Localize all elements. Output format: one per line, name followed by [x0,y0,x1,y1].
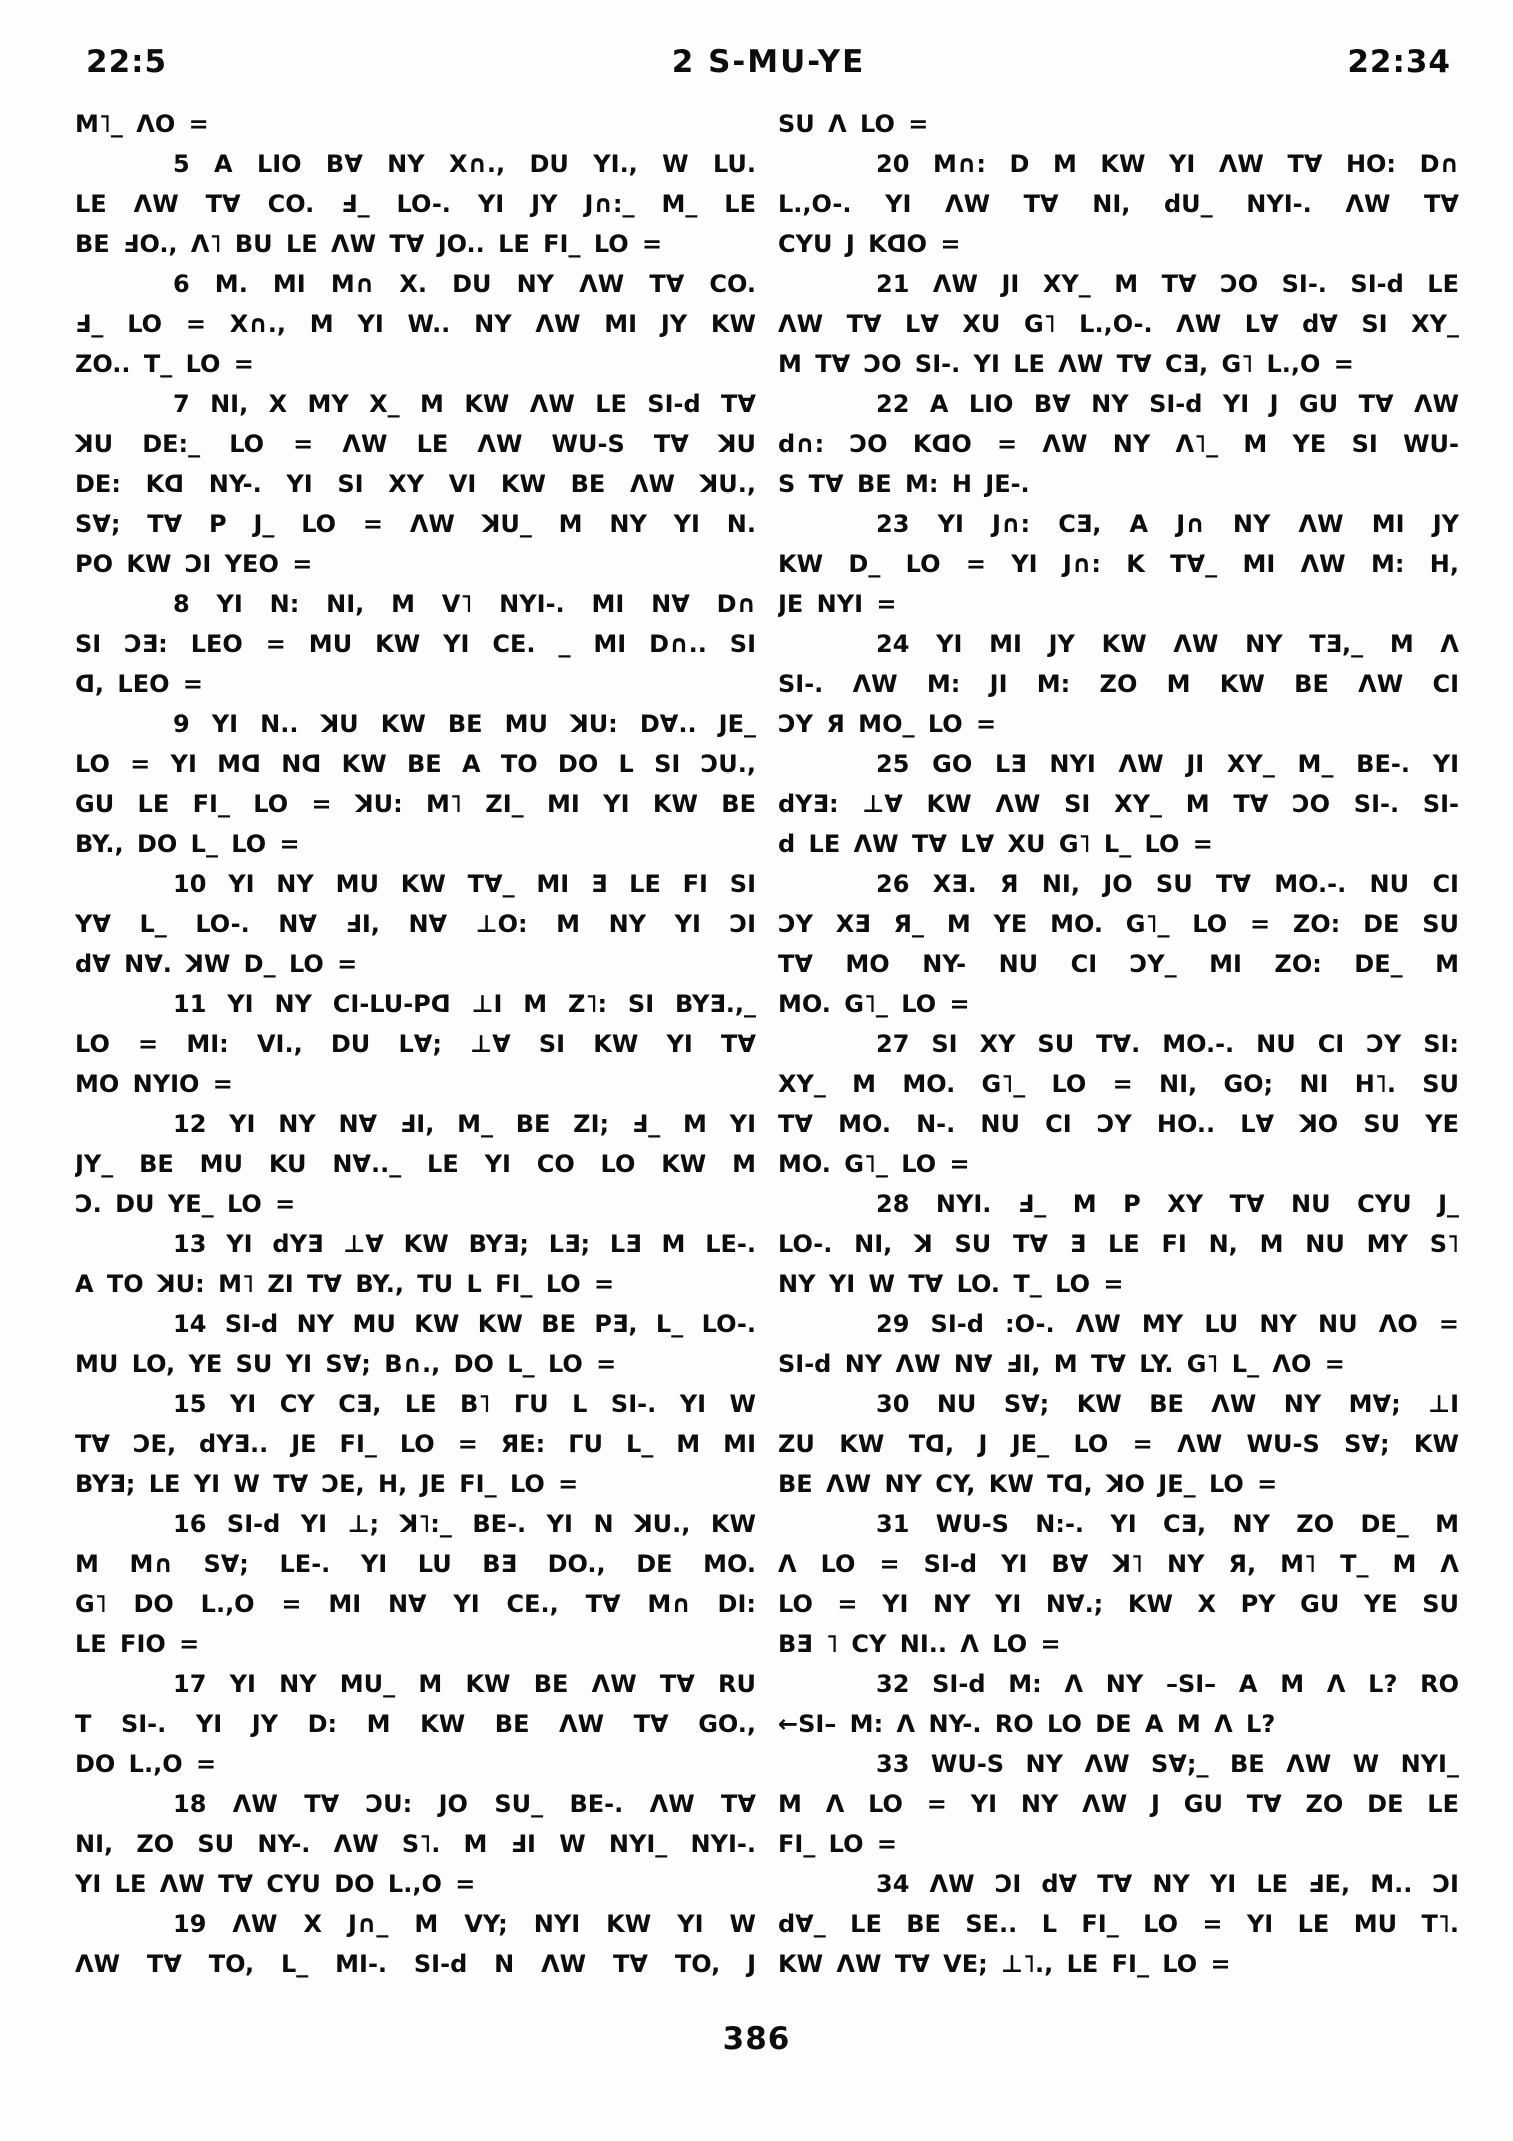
text-line: 28 NYI. Ⅎ_ M P XY T∀ NU CYU J_ [876,1190,1459,1218]
text-line: M T∀ ƆO SI-. YI LE ΛW T∀ CƎ, G˥ L.,O = [778,350,1354,378]
text-line: ƆY XƎ Я_ M YE MO. G˥_ LO = ZO: DE SU [778,910,1459,938]
text-line: 24 YI MI JY KW ΛW NY TƎ,_ M Λ [876,630,1459,658]
text-line: 13 YI dYƎ ⊥∀ KW BYƎ; LƎ; LƎ M LE-. [173,1230,756,1258]
text-line: dYƎ: ⊥∀ KW ΛW SI XY_ M T∀ ƆO SI-. SI- [778,790,1459,818]
text-line: PO KW ƆI YEO = [75,550,313,578]
text-line: FI_ LO = [778,1830,897,1858]
text-line: ƆY Я MO_ LO = [778,710,997,738]
text-line: 29 SI-d :O-. ΛW MY LU NY NU ΛO = [876,1310,1459,1338]
text-line: MO. G˥_ LO = [778,1150,970,1178]
text-line: ΛW T∀ TO, L_ MI-. SI-d N ΛW T∀ TO, J [75,1950,756,1978]
text-line: T∀ MO NY- NU CI ƆY_ MI ZO: DE_ M [778,950,1459,978]
text-line: KW D_ LO = YI J∩: K T∀_ MI ΛW M: H, [778,550,1459,578]
text-line: 18 ΛW T∀ ƆU: JO SU_ BE-. ΛW T∀ [173,1790,756,1818]
text-line: L.,O-. YI ΛW T∀ NI, dU_ NYI-. ΛW T∀ [778,190,1459,218]
text-line: LO = YI NY YI N∀.; KW X PY GU YE SU [778,1590,1459,1618]
text-line: Y∀ L_ LO-. N∀ ℲI, N∀ ⊥O: M NY YI ƆI [75,910,756,938]
text-line: 16 SI-d YI ⊥; ꓘ˥:_ BE-. YI N ꓘU., KW [173,1510,756,1538]
text-line: BE ℲO., Λ˥ BU LE ΛW T∀ JO.. LE FI_ LO = [75,230,663,258]
text-line: ←SI– M: Λ NY-. RO LO DE A M Λ L? [778,1710,1276,1738]
text-line: M Λ LO = YI NY ΛW J GU T∀ ZO DE LE [778,1790,1459,1818]
text-line: S T∀ BE M: H JE-. [778,470,1030,498]
text-line: MO NYIO = [75,1070,233,1098]
text-line: KW ΛW T∀ VE; ⊥˥., LE FI_ LO = [778,1950,1231,1978]
text-line: 8 YI N: NI, M V˥ NYI-. MI N∀ D∩ [173,590,756,618]
text-line: SI-d NY ΛW N∀ ℲI, M T∀ LY. G˥ L_ ΛO = [778,1350,1345,1378]
text-line: 12 YI NY N∀ ℲI, M_ BE ZI; Ⅎ_ M YI [173,1110,756,1138]
text-line: 20 M∩: D M KW YI ΛW T∀ HO: D∩ [876,150,1459,178]
text-line: ΛW T∀ L∀ XU G˥ L.,O-. ΛW L∀ d∀ SI XY_ [778,310,1459,338]
text-line: d LE ΛW T∀ L∀ XU G˥ L_ LO = [778,830,1213,858]
text-line: ZU KW Tᗡ, J JE_ LO = ΛW WU-S S∀; KW [778,1430,1459,1458]
text-line: 26 XƎ. Я NI, JO SU T∀ MO.-. NU CI [876,870,1459,898]
text-line: S∀; T∀ P J_ LO = ΛW ꓘU_ M NY YI N. [75,510,756,538]
text-line: 14 SI-d NY MU KW KW BE PƎ, L_ LO-. [173,1310,756,1338]
text-line: 7 NI, X MY X_ M KW ΛW LE SI-d T∀ [173,390,756,418]
text-line: Λ LO = SI-d YI B∀ ꓘ˥ NY Я, M˥ T_ M Λ [778,1550,1459,1578]
text-line: NI, ZO SU NY-. ΛW S˥. M ℲI W NYI_ NYI-. [75,1830,756,1858]
text-line: 32 SI-d M: Λ NY –SI– A M Λ L? RO [876,1670,1459,1698]
text-line: 6 M. MI M∩ X. DU NY ΛW T∀ CO. [173,270,756,298]
text-line: Ⅎ_ LO = X∩., M YI W.. NY ΛW MI JY KW [75,310,756,338]
page-number: 386 [722,2021,791,2057]
text-line: LO = YI Mᗡ Nᗡ KW BE A TO DO L SI ƆU., [75,750,756,778]
text-line: 27 SI XY SU T∀. MO.-. NU CI ƆY SI: [876,1030,1459,1058]
text-line: 9 YI N.. ꓘU KW BE MU ꓘU: D∀.. JE_ [173,710,756,738]
column-right [778,104,1459,1984]
text-line: BY., DO L_ LO = [75,830,300,858]
text-line: CYU J KᗡO = [778,230,961,258]
text-line: 23 YI J∩: CƎ, A J∩ NY ΛW MI JY [876,510,1459,538]
text-line: T SI-. YI JY D: M KW BE ΛW T∀ GO., [75,1710,756,1738]
text-line: SU Λ LO = [778,110,929,138]
text-line: GU LE FI_ LO = ꓘU: M˥ ZI_ MI YI KW BE [75,790,756,818]
text-line: LO = MI: VI., DU L∀; ⊥∀ SI KW YI T∀ [75,1030,756,1058]
text-body [75,104,1459,1984]
book-title: 2 S-MU-YE [671,44,866,80]
verse-ref-right: 22:34 [1347,44,1451,80]
text-line: DE: Kᗡ NY-. YI SI XY VI KW BE ΛW ꓘU., [75,470,756,498]
column-left [75,104,756,1984]
text-line: 33 WU-S NY ΛW S∀;_ BE ΛW W NYI_ [876,1750,1459,1778]
text-line: ZO.. T_ LO = [75,350,254,378]
text-line: d∀_ LE BE SE.. L FI_ LO = YI LE MU T˥. [778,1910,1459,1938]
text-line: ꓘU DE:_ LO = ΛW LE ΛW WU-S T∀ ꓘU [75,430,756,458]
text-line: JE NYI = [778,590,897,618]
text-line: LE ΛW T∀ CO. Ⅎ_ LO-. YI JY J∩:_ M_ LE [75,190,756,218]
text-line: NY YI W T∀ LO. T_ LO = [778,1270,1124,1298]
text-line: 30 NU S∀; KW BE ΛW NY M∀; ⊥I [876,1390,1459,1418]
text-line: SI-. ΛW M: JI M: ZO M KW BE ΛW CI [778,670,1459,698]
text-line: ᗡ, LEO = [75,670,203,698]
text-line: 17 YI NY MU_ M KW BE ΛW T∀ RU [173,1670,756,1698]
text-line: 15 YI CY CƎ, LE B˥ ΓU L SI-. YI W [173,1390,756,1418]
text-line: 10 YI NY MU KW T∀_ MI Ǝ LE FI SI [173,870,756,898]
text-line: XY_ M MO. G˥_ LO = NI, GO; NI H˥. SU [778,1070,1459,1098]
text-line: 21 ΛW JI XY_ M T∀ ƆO SI-. SI-d LE [876,270,1459,298]
text-line: LE FIO = [75,1630,200,1658]
page-footer [0,2021,1513,2057]
verse-ref-left: 22:5 [86,44,168,80]
text-line: M˥_ ΛO = [75,110,209,138]
text-line: YI LE ΛW T∀ CYU DO L.,O = [75,1870,476,1898]
text-line: 11 YI NY CI-LU-Pᗡ ⊥I M Z˥: SI BYƎ.,_ [173,990,756,1018]
text-line: 31 WU-S N:-. YI CƎ, NY ZO DE_ M [876,1510,1459,1538]
text-line: 19 ΛW X J∩_ M VY; NYI KW YI W [173,1910,756,1938]
text-line: d∀ N∀. ꓘW D_ LO = [75,950,358,978]
text-line: 22 A LIO B∀ NY SI-d YI J GU T∀ ΛW [876,390,1459,418]
text-line: BƎ ˥ CY NI.. Λ LO = [778,1630,1061,1658]
text-line: G˥ DO L.,O = MI N∀ YI CE., T∀ M∩ DI: [75,1590,756,1618]
text-line: A TO ꓘU: M˥ ZI T∀ BY., TU L FI_ LO = [75,1270,615,1298]
text-line: DO L.,O = [75,1750,217,1778]
text-line: JY_ BE MU KU N∀.._ LE YI CO LO KW M [75,1150,756,1178]
text-line: 34 ΛW ƆI d∀ T∀ NY YI LE ℲE, M.. ƆI [876,1870,1459,1898]
text-line: MO. G˥_ LO = [778,990,970,1018]
text-line: LO-. NI, ꓘ SU T∀ Ǝ LE FI N, M NU MY S˥ [778,1230,1459,1258]
text-line: 5 A LIO B∀ NY X∩., DU YI., W LU. [173,150,756,178]
text-line: BE ΛW NY CY, KW Tᗡ, ꓘO JE_ LO = [778,1470,1278,1498]
text-line: M M∩ S∀; LE-. YI LU BƎ DO., DE MO. [75,1550,756,1578]
text-line: Ɔ. DU YE_ LO = [75,1190,296,1218]
text-line: d∩: ƆO KᗡO = ΛW NY Λ˥_ M YE SI WU- [778,430,1459,458]
page-header [86,44,1451,80]
text-line: T∀ MO. N-. NU CI ƆY HO.. L∀ ꓘO SU YE [778,1110,1459,1138]
text-line: T∀ ƆE, dYƎ.. JE FI_ LO = ЯE: ΓU L_ M MI [75,1430,756,1458]
text-line: 25 GO LƎ NYI ΛW JI XY_ M_ BE-. YI [876,750,1459,778]
text-line: BYƎ; LE YI W T∀ ƆE, H, JE FI_ LO = [75,1470,579,1498]
text-line: SI ƆƎ: LEO = MU KW YI CE. _ MI D∩.. SI [75,630,756,658]
text-line: MU LO, YE SU YI S∀; B∩., DO L_ LO = [75,1350,617,1378]
